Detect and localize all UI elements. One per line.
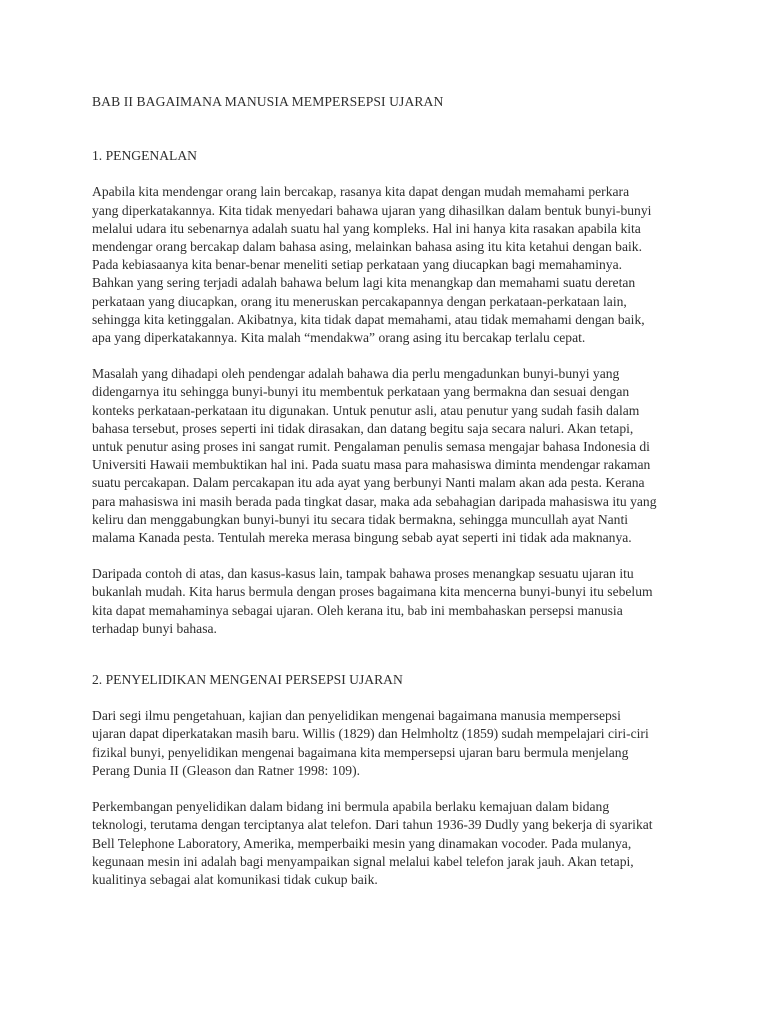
paragraph: Apabila kita mendengar orang lain bercakap, rasanya kita dapat dengan mudah memahami perkara yang diperkatakannya. Kita tidak menyedari bahawa ujaran yang dihasilkan dalam bentuk bunyi-bunyi melalui udara itu sebenarnya adalah suatu hal yang kompleks. Hal ini hanya kita rasakan apabila kita mendengar orang bercakap dalam bahasa asing, melainkan bahasa asing itu kita ketahui dengan baik. Pada kebiasaanya kita benar-benar meneliti setiap perkataan yang diucapkan bagi memahaminya. Bahkan yang sering terjadi adalah bahawa belum lagi kita menangkap dan memahami suatu deretan perkataan yang diucapkan, orang itu meneruskan percakapannya dengan perkataan-perkataan lain, sehingga kita ketinggalan. Akibatnya, kita tidak dapat memahami, atau tidak memahami dengan baik, apa yang diperkatakannya. Kita malah “mendakwa” orang asing itu bercakap terlalu cepat. xyxy=(92,184,652,346)
section-pengenalan xyxy=(92,147,658,638)
section-penyelidikan xyxy=(92,671,658,889)
document-page xyxy=(92,93,658,907)
section-heading: 2. PENYELIDIKAN MENGENAI PERSEPSI UJARAN xyxy=(92,672,403,688)
chapter-title: BAB II BAGAIMANA MANUSIA MEMPERSEPSI UJARAN xyxy=(92,94,444,109)
paragraph: Daripada contoh di atas, dan kasus-kasus lain, tampak bahawa proses menangkap sesuatu ujaran itu bukanlah mudah. Kita harus bermula dengan proses bagaimana kita mencerna bunyi-bunyi itu sebelum kita dapat memahaminya sebagai ujaran. Oleh kerana itu, bab ini membahaskan persepsi manusia terhadap bunyi bahasa. xyxy=(92,566,653,636)
paragraph: Perkembangan penyelidikan dalam bidang ini bermula apabila berlaku kemajuan dalam bidang teknologi, terutama dengan terciptanya alat telefon. Dari tahun 1936-39 Dudly yang bekerja di syarikat Bell Telephone Laboratory, Amerika, memperbaiki mesin yang dinamakan vocoder. Pada mulanya, kegunaan mesin ini adalah bagi menyampaikan signal melalui kabel telefon jarak jauh. Akan tetapi, kualitinya sebagai alat komunikasi tidak cukup baik. xyxy=(92,799,653,887)
paragraph: Masalah yang dihadapi oleh pendengar adalah bahawa dia perlu mengadunkan bunyi-bunyi yang didengarnya itu sehingga bunyi-bunyi itu membentuk perkataan yang bermakna dan sesuai dengan konteks perkataan-perkataan itu digunakan. Untuk penutur asli, atau penutur yang sudah fasih dalam bahasa tersebut, proses seperti ini tidak dirasakan, dan datang begitu saja secara naluri. Akan tetapi, untuk penutur asing proses ini sangat rumit. Pengalaman penulis semasa mengajar bahasa Indonesia di Universiti Hawaii membuktikan hal ini. Pada suatu masa para mahasiswa diminta mendengar rakaman suatu percakapan. Dalam percakapan itu ada ayat yang berbunyi Nanti malam akan ada pesta. Kerana para mahasiswa ini masih berada pada tingkat dasar, maka ada sebahagian daripada mahasiswa itu yang keliru dan menggabungkan bunyi-bunyi itu secara tidak bermakna, sehingga muncullah ayat Nanti malama Kanada pesta. Tentulah mereka merasa bingung sebab ayat seperti ini tidak ada maknanya. xyxy=(92,366,657,546)
section-heading: 1. PENGENALAN xyxy=(92,148,197,164)
paragraph: Dari segi ilmu pengetahuan, kajian dan penyelidikan mengenai bagaimana manusia mempersepsi ujaran dapat diperkatakan masih baru. Willis (1829) dan Helmholtz (1859) sudah mempelajari ciri-ciri fizikal bunyi, penyelidikan mengenai bagaimana kita mempersepsi ujaran baru bermula menjelang Perang Dunia II (Gleason dan Ratner 1998: 109). xyxy=(92,708,649,778)
